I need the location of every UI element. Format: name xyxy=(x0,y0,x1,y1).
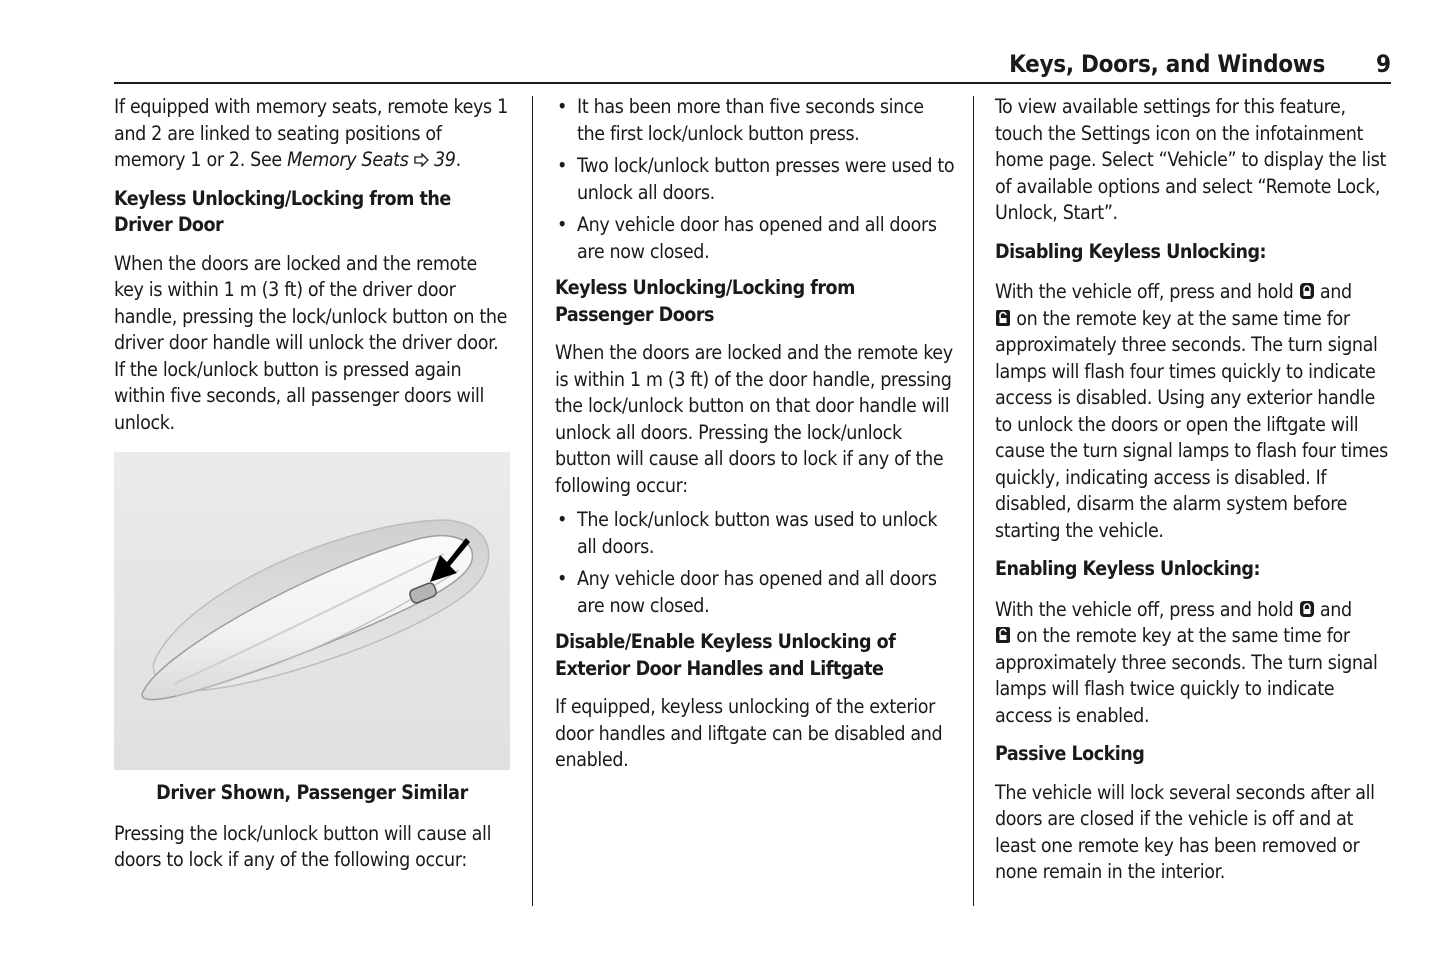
driver-door-paragraph: When the doors are locked and the remote key is within 1 m (3 ft) of the driver door handle, pressing the lock/unlock button on the driver door handle will unlock the driver door. If the lock/unlock button is pressed again within five seconds, all passenger doors will unlock. xyxy=(114,251,508,434)
bullet-list-1 xyxy=(555,94,955,265)
memory-seats-page[interactable]: 39 xyxy=(428,148,456,171)
memory-seats-paragraph: If equipped with memory seats, remote keys 1 and 2 are linked to seating positions of memory 1 or 2. See Memory Seats 39. xyxy=(114,95,508,171)
enabling-paragraph: With the vehicle off, press and hold and on the remote key at the same time for approximately three seconds. The turn signal lamps will flash twice quickly to indicate access is enabled. xyxy=(995,597,1378,727)
column-1 xyxy=(114,94,510,886)
settings-paragraph: To view available settings for this feature, touch the Settings icon on the infotainment home page. Select “Vehicle” to display the list of available options and select “Remote Lock, Unlock, Start”. xyxy=(995,95,1387,224)
memory-seats-link[interactable]: Memory Seats xyxy=(287,148,409,171)
page-reference-arrow-icon xyxy=(414,153,429,167)
unlock-icon xyxy=(995,626,1011,644)
figure-caption: Driver Shown, Passenger Similar xyxy=(156,781,468,804)
bullet-list-2 xyxy=(555,507,955,619)
heading-enabling: Enabling Keyless Unlocking: xyxy=(995,557,1260,580)
heading-disabling: Disabling Keyless Unlocking: xyxy=(995,239,1267,263)
heading-passive-locking: Passive Locking xyxy=(995,742,1145,765)
page-header xyxy=(114,46,1391,84)
heading-passenger-doors: Keyless Unlocking/Locking from Passenger Doors xyxy=(555,276,855,326)
column-divider xyxy=(973,96,974,906)
door-handle-illustration xyxy=(114,452,510,770)
list-item: • Any vehicle door has opened and all doors are now closed. xyxy=(557,567,937,617)
page-number: 9 xyxy=(1375,50,1391,78)
passenger-doors-paragraph: When the doors are locked and the remote key is within 1 m (3 ft) of the door handle, pressing the lock/unlock button on that door handle will unlock all doors. Pressing the lock/unlock button will cause all doors to lock if any of the following occur: xyxy=(555,341,953,497)
disable-enable-paragraph: If equipped, keyless unlocking of the exterior door handles and liftgate can be disabled and enabled. xyxy=(555,695,943,771)
unlock-icon xyxy=(995,309,1011,327)
column-2 xyxy=(555,94,955,786)
lock-icon xyxy=(1299,282,1315,300)
lock-conditions-intro: Pressing the lock/unlock button will cause all doors to lock if any of the following occur: xyxy=(114,821,492,871)
list-item: • Any vehicle door has opened and all doors are now closed. xyxy=(557,213,937,263)
lock-icon xyxy=(1299,600,1315,618)
section-title: Keys, Doors, and Windows xyxy=(1009,50,1325,78)
list-item: • It has been more than five seconds since the first lock/unlock button press. xyxy=(557,95,924,145)
door-handle-figure xyxy=(114,452,510,770)
disabling-paragraph: With the vehicle off, press and hold and on the remote key at the same time for approximately three seconds. The turn signal lamps will flash four times quickly to indicate access is disabled. Using any exterior handle to unlock the doors or open the liftgate will cause the turn signal lamps to flash four times quickly, indicating access is disabled. If disabled, disarm the alarm system before starting the vehicle. xyxy=(995,280,1388,542)
heading-disable-enable: Disable/Enable Keyless Unlocking of Exterior Door Handles and Liftgate xyxy=(555,630,896,680)
list-item: • The lock/unlock button was used to unlock all doors. xyxy=(557,508,938,558)
column-divider xyxy=(532,96,533,906)
column-3 xyxy=(995,94,1395,898)
list-item: • Two lock/unlock button presses were used to unlock all doors. xyxy=(557,154,955,204)
heading-driver-door: Keyless Unlocking/Locking from the Driver Door xyxy=(114,186,451,236)
passive-locking-paragraph: The vehicle will lock several seconds after all doors are closed if the vehicle is off and at least one remote key has been removed or none remain in the interior. xyxy=(995,780,1375,883)
